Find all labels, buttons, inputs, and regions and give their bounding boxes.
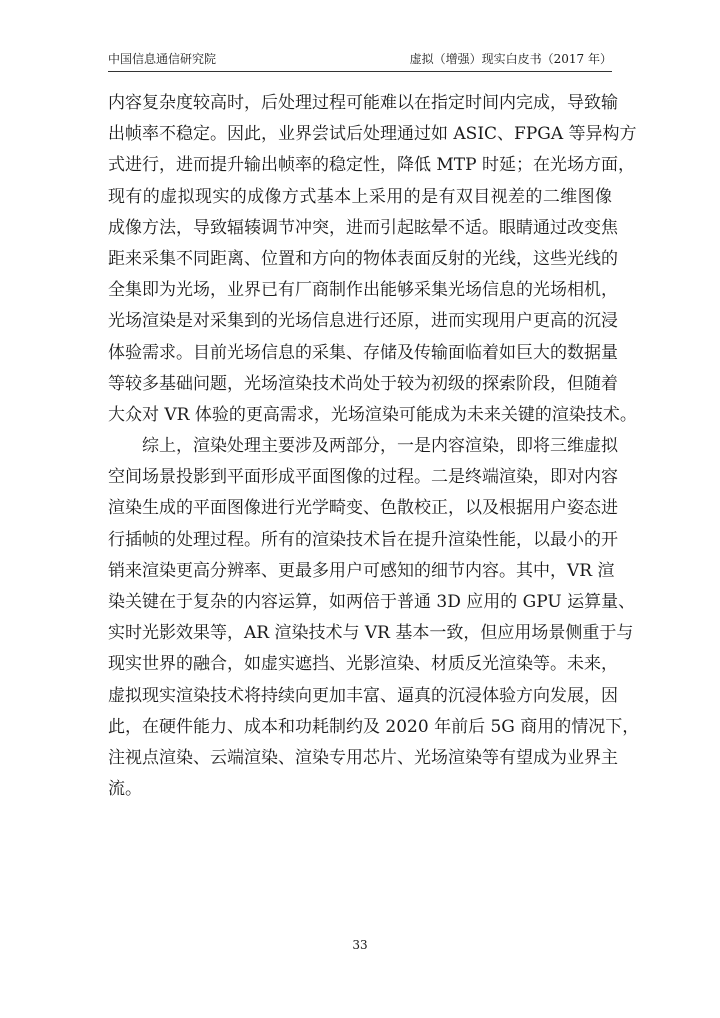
text-line: 综上，渲染处理主要涉及两部分，一是内容渲染，即将三维虚拟 bbox=[142, 436, 618, 457]
header-document-title: 虚拟（增强）现实白皮书（2017 年） bbox=[409, 52, 612, 66]
text-line: 实时光影效果等，AR 渲染技术与 VR 基本一致，但应用场景侧重于与 bbox=[108, 623, 634, 644]
text-line: 全集即为光场，业界已有厂商制作出能够采集光场信息的光场相机， bbox=[108, 280, 618, 301]
header-organization: 中国信息通信研究院 bbox=[108, 52, 217, 66]
text-line: 等较多基础问题，光场渲染技术尚处于较为初级的探索阶段，但随着 bbox=[108, 373, 618, 394]
header-divider bbox=[108, 71, 612, 72]
text-line: 距来采集不同距离、位置和方向的物体表面反射的光线，这些光线的 bbox=[108, 248, 618, 269]
text-line: 出帧率不稳定。因此，业界尝试后处理通过如 ASIC、FPGA 等异构方 bbox=[108, 124, 637, 145]
text-line: 现实世界的融合，如虚实遮挡、光影渲染、材质反光渲染等。未来， bbox=[108, 654, 618, 675]
text-line: 大众对 VR 体验的更高需求，光场渲染可能成为未来关键的渲染技术。 bbox=[108, 404, 637, 425]
text-line: 销来渲染更高分辨率、更最多用户可感知的细节内容。其中，VR 渲 bbox=[108, 560, 615, 581]
text-line: 光场渲染是对采集到的光场信息进行还原，进而实现用户更高的沉浸 bbox=[108, 311, 618, 332]
text-line: 体验需求。目前光场信息的采集、存储及传输面临着如巨大的数据量 bbox=[108, 342, 618, 363]
text-line: 行插帧的处理过程。所有的渲染技术旨在提升渲染性能，以最小的开 bbox=[108, 529, 618, 550]
text-line: 成像方法，导致辐辏调节冲突，进而引起眩晕不适。眼睛通过改变焦 bbox=[108, 217, 618, 238]
paragraph-2 bbox=[108, 431, 640, 805]
page-header bbox=[108, 50, 612, 68]
text-line: 虚拟现实渲染技术将持续向更加丰富、逼真的沉浸体验方向发展，因 bbox=[108, 685, 618, 706]
paragraph-1 bbox=[108, 88, 637, 431]
text-line: 现有的虚拟现实的成像方式基本上采用的是有双目视差的二维图像 bbox=[108, 186, 612, 207]
text-line: 空间场景投影到平面形成平面图像的过程。二是终端渲染，即对内容 bbox=[108, 467, 618, 488]
text-line: 染关键在于复杂的内容运算，如两倍于普通 3D 应用的 GPU 运算量、 bbox=[108, 592, 636, 612]
page-number: 33 bbox=[352, 938, 368, 952]
text-line: 渲染生成的平面图像进行光学畸变、色散校正，以及根据用户姿态进 bbox=[108, 498, 618, 519]
text-line: 注视点渲染、云端渲染、渲染专用芯片、光场渲染等有望成为业界主 bbox=[108, 747, 618, 768]
text-line: 内容复杂度较高时，后处理过程可能难以在指定时间内完成，导致输 bbox=[108, 93, 618, 113]
text-line: 此，在硬件能力、成本和功耗制约及 2020 年前后 5G 商用的情况下， bbox=[108, 716, 640, 737]
text-line: 式进行，进而提升输出帧率的稳定性，降低 MTP 时延；在光场方面， bbox=[108, 155, 635, 176]
text-line: 流。 bbox=[108, 779, 142, 800]
body-text bbox=[108, 88, 640, 805]
